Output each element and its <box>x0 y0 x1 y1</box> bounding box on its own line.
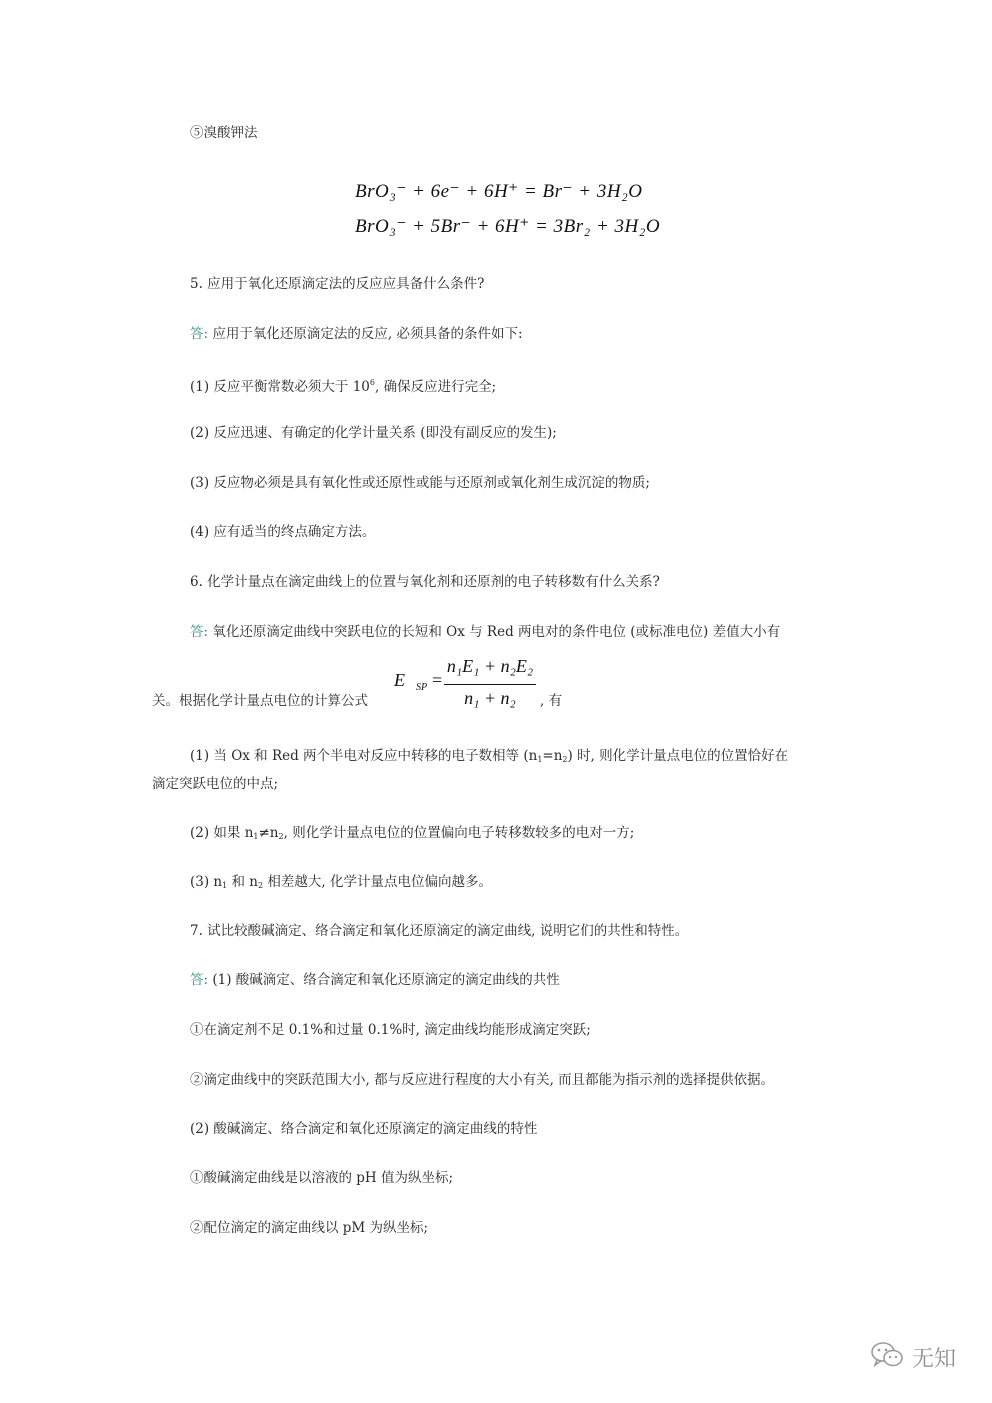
subscript: 1 <box>537 755 543 764</box>
sp-potential-formula <box>394 656 554 716</box>
subscript: 1 <box>253 832 259 841</box>
item-text: 和 n <box>227 874 258 890</box>
answer-6-item-1-line2: 滴定突跃电位的中点; <box>152 776 279 792</box>
answer-7-special-1: ①酸碱滴定曲线是以溶液的 pH 值为纵坐标; <box>190 1170 454 1186</box>
item-text: , 则化学计量点电位的位置偏向电子转移数较多的电对一方; <box>283 825 635 841</box>
subscript: 2 <box>278 832 284 841</box>
answer-7-common-1: ①在滴定剂不足 0.1%和过量 0.1%时, 滴定曲线均能形成滴定突跃; <box>190 1022 591 1038</box>
question-7: 7. 试比较酸碱滴定、络合滴定和氧化还原滴定的滴定曲线, 说明它们的共性和特性。 <box>190 923 689 939</box>
watermark <box>870 1341 956 1373</box>
answer-7-head-2: (2) 酸碱滴定、络合滴定和氧化还原滴定的滴定曲线的特性 <box>190 1121 538 1137</box>
formula-equals: = <box>432 670 443 690</box>
answer-7-head-1 <box>190 970 560 990</box>
formula-lhs-sub: SP <box>416 682 428 693</box>
answer-label: 答: <box>190 624 209 640</box>
item-text: ≠n <box>258 825 279 841</box>
question-5: 5. 应用于氧化还原滴定法的反应应具备什么条件? <box>190 276 485 292</box>
item-text: (1) 当 Ox 和 Red 两个半电对反应中转移的电子数相等 (n <box>190 748 538 764</box>
item-1-text: (1) 反应平衡常数必须大于 10 <box>190 379 370 395</box>
answer-5-item-1 <box>190 373 496 397</box>
subscript: 2 <box>562 755 568 764</box>
answer-7-special-2: ②配位滴定的滴定曲线以 pM 为纵坐标; <box>190 1220 429 1236</box>
answer-6-after-formula: , 有 <box>540 693 563 709</box>
method-title-potassium-bromate: ⑤溴酸钾法 <box>190 125 258 141</box>
item-text: 相差越大, 化学计量点电位偏向越多。 <box>263 874 492 890</box>
formula-denominator: n₁ + n₂ <box>464 688 516 708</box>
fraction-bar <box>444 684 536 685</box>
answer-7-head-1-text: (1) 酸碱滴定、络合滴定和氧化还原滴定的滴定曲线的共性 <box>212 972 560 988</box>
answer-5-item-4: (4) 应有适当的终点确定方法。 <box>190 524 376 540</box>
formula-fraction <box>444 656 536 716</box>
watermark-text: 无知 <box>911 1346 956 1372</box>
answer-6 <box>190 622 780 642</box>
answer-5-item-2: (2) 反应迅速、有确定的化学计量关系 (即没有副反应的发生); <box>190 425 557 441</box>
subscript: 2 <box>257 881 264 890</box>
equation-2: BrO₃⁻ + 5Br⁻ + 6H⁺ = 3Br₂ + 3H₂O <box>355 216 661 237</box>
answer-6-item-3 <box>190 872 492 896</box>
item-text: (2) 如果 n <box>190 825 254 841</box>
answer-label: 答: <box>190 326 209 342</box>
item-text: (3) n <box>190 874 223 890</box>
answer-5 <box>190 324 523 344</box>
answer-6-item-2 <box>190 823 634 847</box>
wechat-icon <box>870 1341 904 1373</box>
item-1-exponent: 6 <box>369 378 375 387</box>
formula-lhs: E <box>394 670 405 690</box>
formula-numerator: n₁E₁ + n₂E₂ <box>446 656 534 676</box>
answer-6-continuation: 关。根据化学计量点电位的计算公式 <box>152 693 368 709</box>
item-1-tail: , 确保反应进行完全; <box>374 379 497 395</box>
item-text: =n <box>542 748 563 764</box>
answer-label: 答: <box>190 972 209 988</box>
answer-6-item-1 <box>190 746 788 770</box>
answer-7-common-2: ②滴定曲线中的突跃范围大小, 都与反应进行程度的大小有关, 而且都能为指示剂的选择提供依据。 <box>190 1072 775 1088</box>
answer-5-item-3: (3) 反应物必须是具有氧化性或还原性或能与还原剂或氧化剂生成沉淀的物质; <box>190 475 650 491</box>
equation-1: BrO₃⁻ + 6e⁻ + 6H⁺ = Br⁻ + 3H₂O <box>355 181 643 202</box>
answer-6-text: 氧化还原滴定曲线中突跃电位的长短和 Ox 与 Red 两电对的条件电位 (或标准电位) 差值大小有 <box>212 624 781 640</box>
subscript: 1 <box>222 881 228 890</box>
answer-5-text: 应用于氧化还原滴定法的反应, 必须具备的条件如下: <box>212 326 523 342</box>
item-text: ) 时, 则化学计量点电位的位置恰好在 <box>567 748 789 764</box>
question-6: 6. 化学计量点在滴定曲线上的位置与氧化剂和还原剂的电子转移数有什么关系? <box>190 574 660 590</box>
